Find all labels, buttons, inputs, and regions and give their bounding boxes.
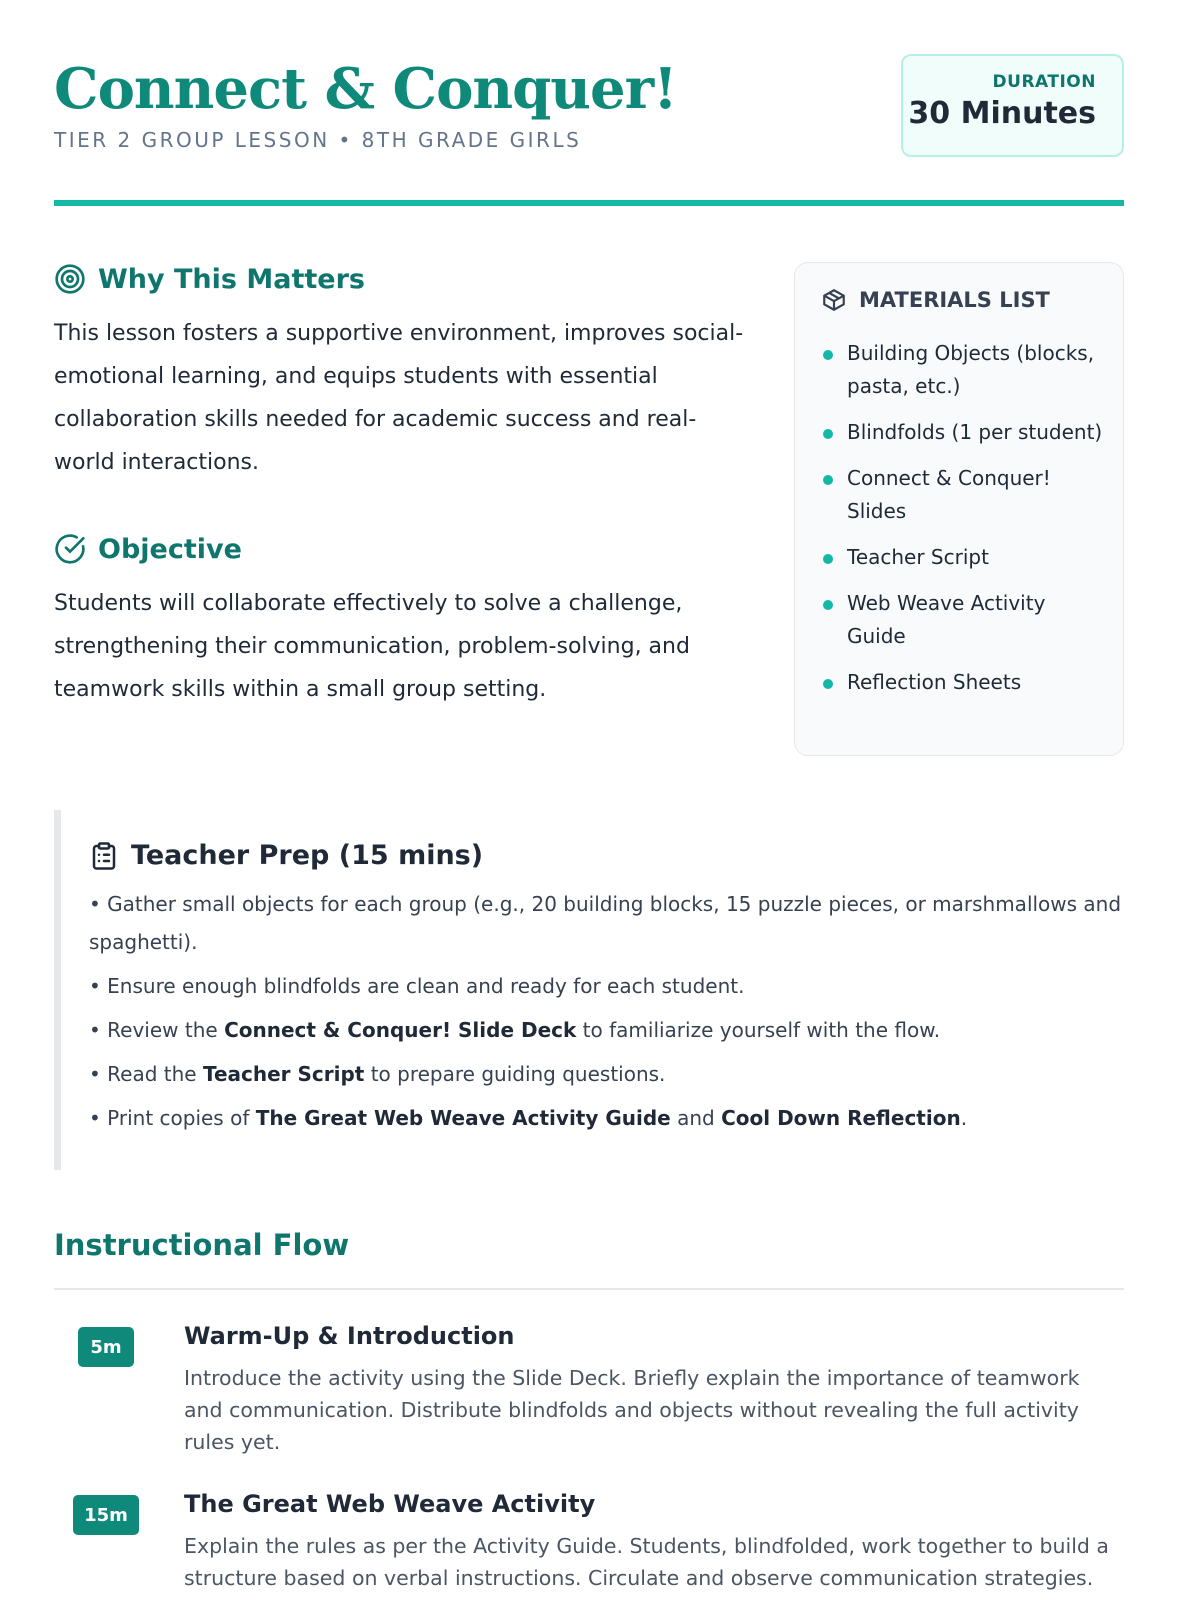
- prep-item: [89, 967, 1124, 1005]
- why-heading: [54, 262, 754, 296]
- flow-item-desc: Introduce the activity using the Slide Deck. Briefly explain the importance of teamwork and communication. Distribute blindfolds and objects without revealing the full activity rules yet.: [184, 1366, 1080, 1454]
- materials-heading-text: MATERIALS LIST: [859, 288, 1050, 312]
- material-item: Web Weave Activity Guide: [821, 587, 1103, 653]
- objective-text: Students will collaborate effectively to solve a challenge, strengthening their communication, problem-solving, and teamwork skills within a small group setting.: [54, 591, 690, 702]
- materials-card: [794, 262, 1124, 756]
- flow-item-title: Warm-Up & Introduction: [184, 1322, 515, 1350]
- header: [54, 0, 1124, 206]
- duration-label: DURATION: [992, 72, 1096, 92]
- prep-item-text: and: [670, 1106, 722, 1130]
- objective-heading-text: Objective: [98, 533, 242, 565]
- prep-item: [89, 1011, 1124, 1049]
- time-badge: 5m: [78, 1327, 134, 1367]
- lesson-plan-page: [54, 0, 1124, 1590]
- prep-item-text: • Gather small objects for each group (e.g., 20 building blocks, 15 puzzle pieces, or marshmallows and spaghetti).: [89, 892, 1122, 954]
- material-item: Teacher Script: [821, 541, 1103, 574]
- prep-item-text: • Ensure enough blindfolds are clean and ready for each student.: [89, 974, 745, 998]
- why-text: This lesson fosters a supportive environment, improves social-emotional learning, and equips students with essential collaboration skills needed for academic success and real-world interactions.: [54, 321, 744, 475]
- flow-divider: [54, 1288, 1124, 1290]
- flow-heading: Instructional Flow: [54, 1228, 350, 1262]
- prep-item: [89, 1099, 1124, 1137]
- duration-value: 30 Minutes: [908, 96, 1096, 131]
- left-column: [54, 262, 754, 711]
- material-item: Reflection Sheets: [821, 666, 1103, 699]
- prep-item-text: to familiarize yourself with the flow.: [576, 1018, 941, 1042]
- objective-heading: [54, 532, 754, 566]
- prep-item-text: to prepare guiding questions.: [364, 1062, 666, 1086]
- teacher-prep-section: [54, 810, 1124, 1170]
- prep-item: [89, 885, 1124, 961]
- why-heading-text: Why This Matters: [98, 263, 365, 295]
- prep-list: [89, 885, 1124, 1137]
- prep-item-bold: Cool Down Reflection: [721, 1106, 961, 1130]
- flow-item-title: The Great Web Weave Activity: [184, 1490, 596, 1518]
- lesson-subtitle: TIER 2 GROUP LESSON • 8TH GRADE GIRLS: [54, 128, 582, 152]
- materials-heading: [821, 287, 1103, 313]
- prep-item: [89, 1055, 1124, 1093]
- prep-item-bold: Connect & Conquer! Slide Deck: [224, 1018, 577, 1042]
- prep-item-text: • Print copies of: [89, 1106, 256, 1130]
- material-item: Connect & Conquer! Slides: [821, 462, 1103, 528]
- clipboard-list-icon: [89, 841, 119, 871]
- prep-item-text: • Review the: [89, 1018, 225, 1042]
- flow-item-desc: Explain the rules as per the Activity Guide. Students, blindfolded, work together to build a structure based on verbal instructions. Circulate and observe communication strategies.: [184, 1534, 1109, 1590]
- prep-item-bold: Teacher Script: [202, 1062, 365, 1086]
- prep-heading: [89, 840, 1124, 871]
- header-divider: [54, 200, 1124, 206]
- material-item: Building Objects (blocks, pasta, etc.): [821, 337, 1103, 403]
- prep-item-text: • Read the: [89, 1062, 203, 1086]
- lesson-title: Connect & Conquer!: [54, 56, 677, 122]
- prep-item-bold: The Great Web Weave Activity Guide: [255, 1106, 671, 1130]
- prep-heading-text: Teacher Prep (15 mins): [131, 840, 484, 871]
- materials-list: [821, 337, 1103, 699]
- time-badge: 15m: [73, 1495, 139, 1535]
- target-icon: [54, 263, 86, 295]
- check-circle-icon: [54, 533, 86, 565]
- material-item: Blindfolds (1 per student): [821, 416, 1103, 449]
- package-icon: [821, 287, 847, 313]
- prep-item-text: .: [960, 1106, 968, 1130]
- duration-card: [901, 54, 1124, 157]
